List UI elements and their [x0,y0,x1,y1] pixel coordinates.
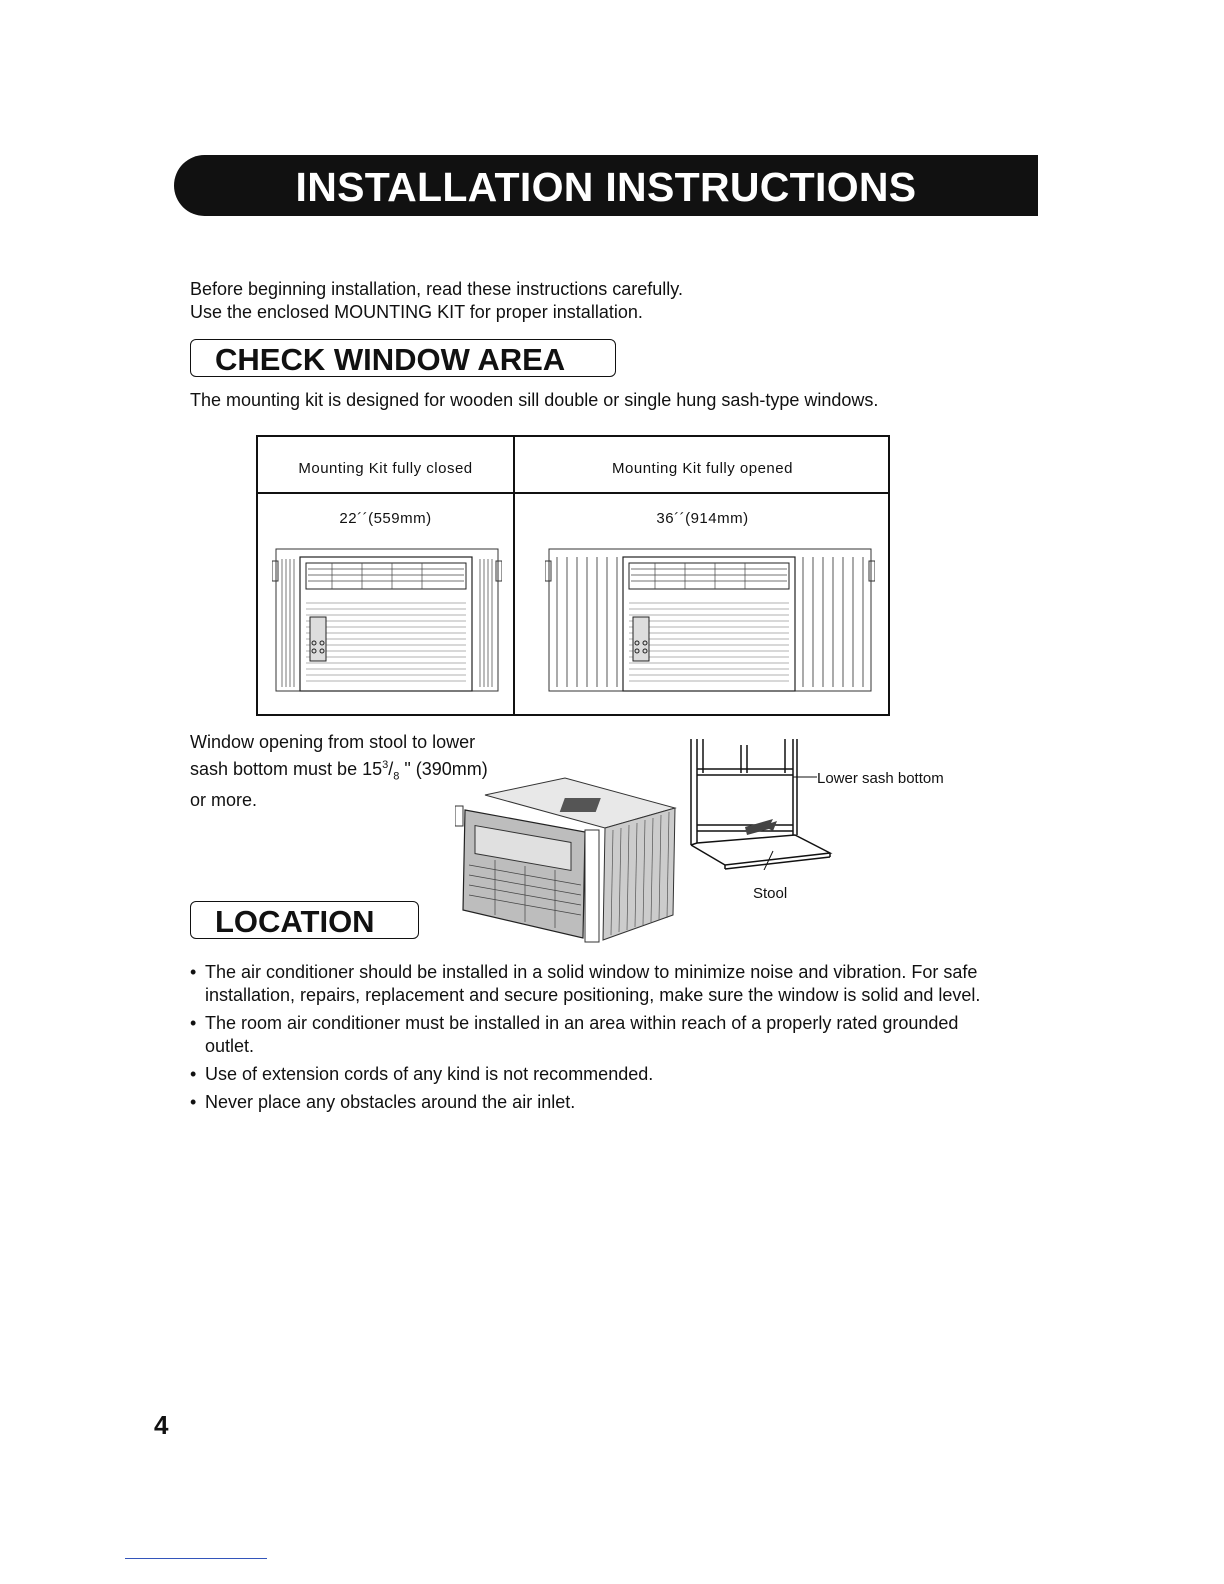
intro-line-1: Before beginning installation, read these instructions carefully. [190,279,683,299]
intro-line-2: Use the enclosed MOUNTING KIT for proper installation. [190,302,643,322]
location-bullet-list [190,961,990,1119]
window-note-line-1: Window opening from stool to lower [190,732,476,752]
window-note-line-2: sash bottom must be $15^3/_8$ " (390mm) [190,759,488,783]
check-window-heading: CHECK WINDOW AREA [215,342,566,377]
mounting-kit-table [256,435,890,716]
page-title: INSTALLATION INSTRUCTIONS [295,164,917,210]
list-item: • Never place any obstacles around the air inlet. [190,1092,576,1112]
page-number: 4 [154,1410,169,1440]
page-title-banner [174,155,1038,216]
list-item: • The air conditioner should be installed in a solid window to minimize noise and vibration. For safe installation, repairs, replacement and secure positioning, make sure the window is solid and level. [190,962,981,1005]
check-window-description: The mounting kit is designed for wooden sill double or single hung sash-type windows. [190,390,879,410]
section-heading-location [190,901,419,939]
table-divider-vertical [513,437,515,714]
label-stool: Stool [753,885,788,902]
table-divider-horizontal [258,492,888,494]
window-note-line-3: or more. [190,789,258,810]
list-item: • The room air conditioner must be installed in an area within reach of a properly rated grounded outlet. [190,1013,959,1056]
location-heading: LOCATION [215,904,375,939]
window-opening-note [190,731,488,812]
table-header-closed: Mounting Kit fully closed [298,460,473,477]
air-conditioner-illustration [455,770,680,945]
table-value-opened: 36´´(914mm) [656,510,749,527]
table-header-opened: Mounting Kit fully opened [612,460,793,477]
ac-kit-opened-illustration [545,547,875,695]
window-sash-diagram [685,735,845,870]
label-lower-sash-bottom: Lower sash bottom [817,770,944,787]
list-item: • Use of extension cords of any kind is not recommended. [190,1064,654,1084]
section-heading-check-window [190,339,616,377]
ac-kit-closed-illustration [272,547,502,695]
table-value-closed: 22´´(559mm) [339,510,432,527]
intro-text [190,278,683,324]
footer-rule [125,1558,267,1559]
